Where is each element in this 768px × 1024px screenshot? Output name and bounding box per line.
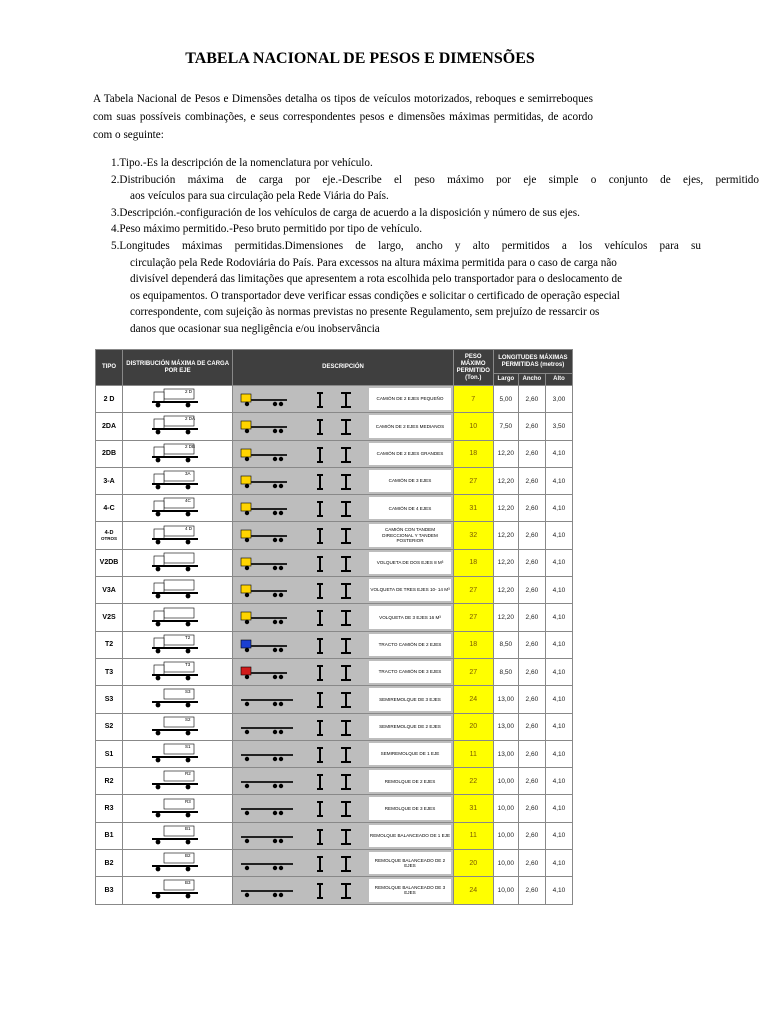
row-tipo-label: 2DB xyxy=(102,450,117,458)
row-description-text: REMOLQUE DE 3 EJES xyxy=(369,797,450,819)
row-tipo xyxy=(96,658,123,685)
vehicle-side-icon xyxy=(237,527,301,545)
row-tipo-label: 2DA xyxy=(102,422,117,430)
row-description xyxy=(233,850,453,877)
vehicle-side-icon xyxy=(237,582,301,600)
row-tipo-label: R3 xyxy=(104,805,114,813)
weights-dimensions-table xyxy=(95,349,573,905)
row-largo: 5,00 xyxy=(493,386,518,413)
row-tipo-label: T2 xyxy=(104,641,114,649)
row-description xyxy=(233,549,453,576)
row-largo: 8,50 xyxy=(493,658,518,685)
row-largo: 7,50 xyxy=(493,413,518,440)
header-tipo: TIPO xyxy=(96,350,123,386)
header-descripcion: DESCRIPCIÓN xyxy=(233,350,453,386)
load-distribution-label: 3A xyxy=(185,471,191,477)
table-row xyxy=(96,549,573,576)
row-tipo-label: V2S xyxy=(102,614,116,622)
row-tipo-label: V2DB xyxy=(99,559,119,567)
axle-config-icon xyxy=(313,390,363,410)
row-description-text: REMOLQUE DE 2 EJES xyxy=(369,770,450,792)
axle-config-icon xyxy=(313,663,363,683)
row-ancho: 2,60 xyxy=(518,768,545,795)
header-longitudes: LONGITUDES MÁXIMAS PERMITIDAS (metros) xyxy=(493,350,572,374)
table-row xyxy=(96,850,573,877)
load-distribution-icon xyxy=(148,798,208,820)
row-tipo xyxy=(96,795,123,822)
load-distribution-icon xyxy=(148,470,208,492)
header-largo: Largo xyxy=(493,374,518,386)
row-largo: 12,20 xyxy=(493,522,518,549)
row-peso: 10 xyxy=(453,413,493,440)
row-description-text: CAMIÓN DE 2 EJES MEDIANOS xyxy=(369,415,450,437)
load-distribution-icon xyxy=(148,879,208,901)
load-distribution-icon xyxy=(148,688,208,710)
load-distribution-icon xyxy=(148,415,208,437)
row-tipo xyxy=(96,604,123,631)
vehicle-side-icon xyxy=(237,473,301,491)
load-distribution-icon xyxy=(148,552,208,574)
load-distribution-label: S2 xyxy=(185,716,191,722)
row-ancho: 2,60 xyxy=(518,795,545,822)
row-tipo-label: B1 xyxy=(104,832,114,840)
row-alto: 4,10 xyxy=(545,877,572,904)
load-distribution-icon xyxy=(148,525,208,547)
row-peso: 11 xyxy=(453,740,493,767)
row-description-text: REMOLQUE BALANCEADO DE 1 EJE xyxy=(369,825,450,847)
row-peso: 18 xyxy=(453,631,493,658)
row-distribution xyxy=(123,522,233,549)
row-description-text: CAMIÓN DE 4 EJES xyxy=(369,497,450,519)
row-distribution xyxy=(123,604,233,631)
row-peso: 31 xyxy=(453,795,493,822)
row-tipo xyxy=(96,850,123,877)
row-ancho: 2,60 xyxy=(518,850,545,877)
row-description xyxy=(233,495,453,522)
row-alto: 4,10 xyxy=(545,604,572,631)
axle-config-icon xyxy=(313,745,363,765)
row-distribution xyxy=(123,877,233,904)
load-distribution-icon xyxy=(148,770,208,792)
row-tipo xyxy=(96,577,123,604)
vehicle-side-icon xyxy=(237,609,301,627)
row-description-text: TRACTO CAMIÓN DE 3 EJES xyxy=(369,661,450,683)
table-row xyxy=(96,686,573,713)
row-peso: 22 xyxy=(453,768,493,795)
table-row xyxy=(96,522,573,549)
axle-config-icon xyxy=(313,636,363,656)
row-peso: 20 xyxy=(453,713,493,740)
row-ancho: 2,60 xyxy=(518,495,545,522)
list-item-5 xyxy=(111,238,701,338)
row-alto: 4,10 xyxy=(545,549,572,576)
row-tipo xyxy=(96,686,123,713)
row-tipo-sub: OTROS xyxy=(101,535,118,541)
row-distribution xyxy=(123,495,233,522)
row-description xyxy=(233,822,453,849)
row-ancho: 2,60 xyxy=(518,686,545,713)
axle-config-icon xyxy=(313,799,363,819)
row-tipo-label: S3 xyxy=(104,695,114,703)
table-row xyxy=(96,467,573,494)
table-row xyxy=(96,386,573,413)
row-alto: 4,10 xyxy=(545,467,572,494)
row-tipo-label: B2 xyxy=(104,859,114,867)
row-description xyxy=(233,604,453,631)
row-description-text: REMOLQUE BALANCEADO DE 3 EJES xyxy=(369,879,450,901)
row-ancho: 2,60 xyxy=(518,440,545,467)
vehicle-side-icon xyxy=(237,828,301,846)
row-description-text: TRACTO CAMIÓN DE 2 EJES xyxy=(369,634,450,656)
vehicle-side-icon xyxy=(237,391,301,409)
row-alto: 4,10 xyxy=(545,686,572,713)
row-tipo-label: 2 D xyxy=(103,395,115,403)
row-tipo xyxy=(96,631,123,658)
intro-paragraph: A Tabela Nacional de Pesos e Dimensões detalha os tipos de veículos motorizados, reboques e semirreboques com suas possíveis combinações, e seus correspondentes pesos e dimensões máximas permitidas, de acordo com o seguinte: xyxy=(93,93,593,141)
row-description-text: SEMIREMOLQUE DE 1 EJE xyxy=(369,743,450,765)
vehicle-side-icon xyxy=(237,664,301,682)
load-distribution-icon xyxy=(148,579,208,601)
row-ancho: 2,60 xyxy=(518,658,545,685)
list-item-5-line: divisível dependerá das limitações que apresentem a rota escolhida pelo transportador para o deslocamento de xyxy=(130,273,623,286)
row-description-text: CAMIÓN DE 3 EJES xyxy=(369,470,450,492)
row-peso: 27 xyxy=(453,604,493,631)
row-description xyxy=(233,768,453,795)
row-ancho: 2,60 xyxy=(518,386,545,413)
row-tipo-label: 4-C xyxy=(103,504,115,512)
row-tipo-label: T3 xyxy=(104,668,114,676)
row-distribution xyxy=(123,577,233,604)
axle-config-icon xyxy=(313,827,363,847)
row-tipo xyxy=(96,467,123,494)
axle-config-icon xyxy=(313,854,363,874)
table-row xyxy=(96,413,573,440)
row-alto: 4,10 xyxy=(545,495,572,522)
row-peso: 24 xyxy=(453,877,493,904)
row-description-text: VOLQUETA DE DOS EJES 8 M³ xyxy=(369,552,450,574)
row-tipo-label: S2 xyxy=(104,723,114,731)
axle-config-icon xyxy=(313,472,363,492)
row-description xyxy=(233,631,453,658)
load-distribution-icon xyxy=(148,443,208,465)
definition-list xyxy=(111,155,759,338)
row-peso: 18 xyxy=(453,549,493,576)
row-distribution xyxy=(123,768,233,795)
row-distribution xyxy=(123,386,233,413)
axle-config-icon xyxy=(313,581,363,601)
load-distribution-label: T3 xyxy=(185,662,191,668)
row-largo: 12,20 xyxy=(493,549,518,576)
row-description-text: VOLQUETA DE TRES EJES 10- 14 M³ xyxy=(369,579,450,601)
row-ancho: 2,60 xyxy=(518,577,545,604)
vehicle-side-icon xyxy=(237,855,301,873)
axle-config-icon xyxy=(313,881,363,901)
row-alto: 4,10 xyxy=(545,440,572,467)
load-distribution-label: R3 xyxy=(185,798,191,804)
load-distribution-label: B1 xyxy=(185,825,191,831)
row-alto: 3,00 xyxy=(545,386,572,413)
row-tipo xyxy=(96,413,123,440)
row-largo: 10,00 xyxy=(493,795,518,822)
row-alto: 4,10 xyxy=(545,522,572,549)
vehicle-side-icon xyxy=(237,500,301,518)
vehicle-side-icon xyxy=(237,882,301,900)
table-row xyxy=(96,440,573,467)
row-distribution xyxy=(123,713,233,740)
row-distribution xyxy=(123,740,233,767)
row-ancho: 2,60 xyxy=(518,822,545,849)
vehicle-side-icon xyxy=(237,719,301,737)
row-description xyxy=(233,577,453,604)
row-description xyxy=(233,740,453,767)
row-largo: 12,20 xyxy=(493,440,518,467)
table-row xyxy=(96,658,573,685)
row-distribution xyxy=(123,631,233,658)
row-tipo-label: 3-A xyxy=(103,477,115,485)
row-largo: 10,00 xyxy=(493,877,518,904)
row-alto: 4,10 xyxy=(545,822,572,849)
row-alto: 4,10 xyxy=(545,768,572,795)
row-peso: 18 xyxy=(453,440,493,467)
list-item-5-line: 5.Longitudes máximas permitidas.Dimensiones de largo, ancho y alto permitidos a los vehículos para su xyxy=(111,239,701,252)
row-ancho: 2,60 xyxy=(518,877,545,904)
list-item-5-line: circulação pela Rede Rodoviária do País. Para excessos na altura máxima permitida para o caso de carga não xyxy=(130,256,617,269)
row-largo: 12,20 xyxy=(493,495,518,522)
row-ancho: 2,60 xyxy=(518,467,545,494)
row-description-text: SEMIREMOLQUE DE 2 EJES xyxy=(369,716,450,738)
row-distribution xyxy=(123,467,233,494)
row-description-text: CAMIÓN CON TANDEM DIRECCIONAL Y TANDEM POSTERIOR xyxy=(369,524,450,546)
row-description-text: SEMIREMOLQUE DE 3 EJES xyxy=(369,688,450,710)
row-peso: 27 xyxy=(453,658,493,685)
row-tipo xyxy=(96,522,123,549)
row-ancho: 2,60 xyxy=(518,549,545,576)
row-peso: 27 xyxy=(453,467,493,494)
row-tipo xyxy=(96,877,123,904)
load-distribution-label: 2 DA xyxy=(185,416,196,422)
row-description xyxy=(233,713,453,740)
vehicle-side-icon xyxy=(237,637,301,655)
row-largo: 13,00 xyxy=(493,686,518,713)
row-peso: 24 xyxy=(453,686,493,713)
row-distribution xyxy=(123,822,233,849)
table-row xyxy=(96,495,573,522)
axle-config-icon xyxy=(313,499,363,519)
table-row xyxy=(96,577,573,604)
row-alto: 3,50 xyxy=(545,413,572,440)
load-distribution-icon xyxy=(148,852,208,874)
row-tipo-label: B3 xyxy=(104,886,114,894)
row-distribution xyxy=(123,413,233,440)
row-largo: 10,00 xyxy=(493,768,518,795)
table-row xyxy=(96,631,573,658)
row-peso: 20 xyxy=(453,850,493,877)
row-tipo-label: S1 xyxy=(104,750,114,758)
row-peso: 27 xyxy=(453,577,493,604)
row-peso: 11 xyxy=(453,822,493,849)
row-description xyxy=(233,413,453,440)
list-item-1: 1.Tipo.-Es la descripción de la nomenclatura por vehículo. xyxy=(111,157,373,169)
row-largo: 8,50 xyxy=(493,631,518,658)
row-tipo xyxy=(96,386,123,413)
load-distribution-icon xyxy=(148,825,208,847)
axle-config-icon xyxy=(313,554,363,574)
row-ancho: 2,60 xyxy=(518,631,545,658)
load-distribution-label: B2 xyxy=(185,853,191,859)
table-row xyxy=(96,877,573,904)
header-peso: PESO MÁXIMO PERMITIDO (Ton.) xyxy=(453,350,493,386)
load-distribution-label: R2 xyxy=(185,771,191,777)
header-alto: Alto xyxy=(545,374,572,386)
list-item-2: 2.Distribución máxima de carga por eje.-Describe el peso máximo por eje simple o conjunto de ejes, permitido xyxy=(111,173,759,186)
axle-config-icon xyxy=(313,690,363,710)
axle-config-icon xyxy=(313,445,363,465)
axle-config-icon xyxy=(313,772,363,792)
row-distribution xyxy=(123,658,233,685)
table-row xyxy=(96,604,573,631)
load-distribution-icon xyxy=(148,497,208,519)
row-ancho: 2,60 xyxy=(518,413,545,440)
vehicle-side-icon xyxy=(237,773,301,791)
row-description-text: CAMIÓN DE 2 EJES PEQUEÑO xyxy=(369,388,450,410)
load-distribution-icon xyxy=(148,388,208,410)
row-alto: 4,10 xyxy=(545,740,572,767)
list-item-3: 3.Descripción.-configuración de los vehículos de carga de acuerdo a la disposición y número de sus ejes. xyxy=(111,206,580,219)
load-distribution-icon xyxy=(148,607,208,629)
row-alto: 4,10 xyxy=(545,658,572,685)
row-distribution xyxy=(123,686,233,713)
row-largo: 12,20 xyxy=(493,467,518,494)
row-largo: 10,00 xyxy=(493,822,518,849)
table-row xyxy=(96,822,573,849)
load-distribution-label: 4 D xyxy=(185,525,193,531)
page-title: TABELA NACIONAL DE PESOS E DIMENSÕES xyxy=(185,50,535,67)
load-distribution-label: S3 xyxy=(185,689,191,695)
vehicle-side-icon xyxy=(237,800,301,818)
load-distribution-label: T2 xyxy=(185,634,191,640)
load-distribution-label: 2 DB xyxy=(185,443,196,449)
load-distribution-icon xyxy=(148,743,208,765)
axle-config-icon xyxy=(313,718,363,738)
row-description xyxy=(233,467,453,494)
load-distribution-label: 4C xyxy=(185,498,191,504)
table-body xyxy=(96,386,573,905)
row-tipo xyxy=(96,549,123,576)
table-row xyxy=(96,713,573,740)
load-distribution-label: B3 xyxy=(185,880,191,886)
row-description xyxy=(233,795,453,822)
row-peso: 32 xyxy=(453,522,493,549)
row-alto: 4,10 xyxy=(545,850,572,877)
load-distribution-label: 2 D xyxy=(185,389,193,395)
row-alto: 4,10 xyxy=(545,713,572,740)
header-ancho: Ancho xyxy=(518,374,545,386)
row-peso: 31 xyxy=(453,495,493,522)
row-tipo xyxy=(96,495,123,522)
row-tipo xyxy=(96,768,123,795)
row-largo: 13,00 xyxy=(493,740,518,767)
list-item-2-cont: aos veículos para sua circulação pela Rede Viária do País. xyxy=(130,190,389,203)
load-distribution-icon xyxy=(148,634,208,656)
row-alto: 4,10 xyxy=(545,795,572,822)
row-description-text: CAMIÓN DE 2 EJES GRANDES xyxy=(369,443,450,465)
vehicle-side-icon xyxy=(237,746,301,764)
row-largo: 13,00 xyxy=(493,713,518,740)
header-distribucion: DISTRIBUCIÓN MÁXIMA DE CARGA POR EJE xyxy=(123,350,233,386)
row-largo: 12,20 xyxy=(493,577,518,604)
vehicle-side-icon xyxy=(237,691,301,709)
row-ancho: 2,60 xyxy=(518,740,545,767)
row-largo: 12,20 xyxy=(493,604,518,631)
list-item-5-line: danos que ocasionar sua negligência e/ou inobservância xyxy=(130,322,380,335)
row-alto: 4,10 xyxy=(545,631,572,658)
vehicle-side-icon xyxy=(237,446,301,464)
row-peso: 7 xyxy=(453,386,493,413)
row-description-text: REMOLQUE BALANCEADO DE 2 EJES xyxy=(369,852,450,874)
row-tipo xyxy=(96,740,123,767)
row-distribution xyxy=(123,850,233,877)
row-ancho: 2,60 xyxy=(518,522,545,549)
row-description xyxy=(233,686,453,713)
row-description-text: VOLQUETA DE 3 EJES 16 M³ xyxy=(369,606,450,628)
vehicle-side-icon xyxy=(237,418,301,436)
row-description xyxy=(233,522,453,549)
list-item-5-line: os equipamentos. O transportador deve verificar essas condições e solicitar o certificado de operação especial xyxy=(130,289,620,302)
table-row xyxy=(96,795,573,822)
load-distribution-icon xyxy=(148,661,208,683)
axle-config-icon xyxy=(313,526,363,546)
axle-config-icon xyxy=(313,417,363,437)
row-description xyxy=(233,386,453,413)
row-tipo xyxy=(96,713,123,740)
row-description xyxy=(233,440,453,467)
table-row xyxy=(96,768,573,795)
list-item-4: 4.Peso máximo permitido.-Peso bruto permitido por tipo de vehículo. xyxy=(111,223,423,236)
row-tipo-label: 4-D xyxy=(104,529,114,536)
load-distribution-label: S1 xyxy=(185,744,191,749)
table-row xyxy=(96,740,573,767)
axle-config-icon xyxy=(313,608,363,628)
row-description xyxy=(233,658,453,685)
row-distribution xyxy=(123,549,233,576)
row-ancho: 2,60 xyxy=(518,604,545,631)
load-distribution-icon xyxy=(148,716,208,738)
row-tipo-label: V3A xyxy=(102,586,116,594)
row-tipo-label: R2 xyxy=(104,777,114,785)
row-ancho: 2,60 xyxy=(518,713,545,740)
row-distribution xyxy=(123,440,233,467)
list-item-5-line: correspondente, com sujeição às normas previstas no presente Regulamento, sem prejuízo de ressarcir os xyxy=(130,306,600,319)
row-largo: 10,00 xyxy=(493,850,518,877)
row-distribution xyxy=(123,795,233,822)
row-alto: 4,10 xyxy=(545,577,572,604)
row-tipo xyxy=(96,822,123,849)
row-description xyxy=(233,877,453,904)
row-tipo xyxy=(96,440,123,467)
vehicle-side-icon xyxy=(237,555,301,573)
